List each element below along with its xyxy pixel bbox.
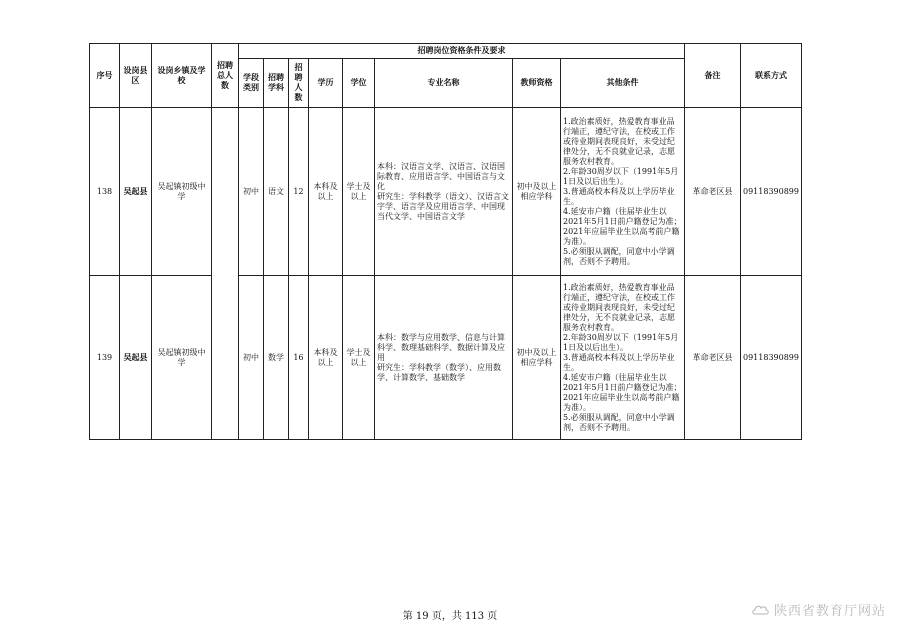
cell-count: 12 [289, 108, 309, 276]
cell-education: 本科及以上 [309, 276, 343, 440]
header-group: 招聘岗位资格条件及要求 [239, 44, 685, 59]
header-count: 招聘人数 [289, 59, 309, 108]
cell-education: 本科及以上 [309, 108, 343, 276]
header-remark: 备注 [685, 44, 741, 108]
cell-remark: 革命老区县 [685, 108, 741, 276]
table-row [90, 276, 802, 440]
cell-contact: 09118390899 [741, 276, 802, 440]
cell-seq: 138 [90, 108, 120, 276]
header-teacher-qual: 教师资格 [513, 59, 561, 108]
header-major: 专业名称 [375, 59, 513, 108]
watermark-text: 陕西省教育厅网站 [773, 604, 886, 619]
site-watermark [752, 600, 886, 619]
cell-remark: 革命老区县 [685, 276, 741, 440]
table-row [90, 108, 802, 276]
header-subject: 招聘学科 [264, 59, 289, 108]
header-education: 学历 [309, 59, 343, 108]
cell-other: 1.政治素质好，热爱教育事业品行端正，遵纪守法，在校或工作或待业期间表现良好，未受过纪律处分，无不良就业记录，志愿服务农村教育。 2.年龄30周岁以下（1991年5月1日及以后出生）。 3.普通高校本科及以上学历毕业生。 4.延安市户籍（往届毕业生以2021年5月1日前户籍登记为准；2021年应届毕业生以高考前户籍为准）。 5.必须服从调配，同意中小学调剂，否则不予聘用。 [561, 276, 685, 440]
recruitment-table [89, 43, 802, 440]
cell-subject: 数学 [264, 276, 289, 440]
header-school: 设岗乡镇及学校 [152, 44, 212, 108]
cell-subject: 语文 [264, 108, 289, 276]
cell-county: 吴起县 [120, 276, 152, 440]
header-stage: 学段类别 [239, 59, 264, 108]
header-row-1 [90, 44, 802, 59]
cell-teacher-qual: 初中及以上相应学科 [513, 108, 561, 276]
cell-contact: 09118390899 [741, 108, 802, 276]
cloud-logo-icon [752, 604, 770, 616]
cell-degree: 学士及以上 [343, 276, 375, 440]
cell-stage: 初中 [239, 108, 264, 276]
cell-school: 吴起镇初级中学 [152, 276, 212, 440]
cell-total [212, 108, 239, 440]
cell-major: 本科：数学与应用数学、信息与计算科学、数理基础科学、数据计算及应用 研究生：学科教学（数学）、应用数学、计算数学、基础数学 [375, 276, 513, 440]
cell-major: 本科：汉语言文学、汉语言、汉语国际教育、应用语言学、中国语言与文化 研究生：学科教学（语文）、汉语言文字学、语言学及应用语言学、中国现当代文学、中国语言文学 [375, 108, 513, 276]
cell-stage: 初中 [239, 276, 264, 440]
header-county: 设岗县区 [120, 44, 152, 108]
cell-county: 吴起县 [120, 108, 152, 276]
cell-teacher-qual: 初中及以上相应学科 [513, 276, 561, 440]
header-seq: 序号 [90, 44, 120, 108]
header-total: 招聘总人数 [212, 44, 239, 108]
header-degree: 学位 [343, 59, 375, 108]
cell-other: 1.政治素质好，热爱教育事业品行端正，遵纪守法，在校或工作或待业期间表现良好，未受过纪律处分，无不良就业记录，志愿服务农村教育。 2.年龄30周岁以下（1991年5月1日及以后出生）。 3.普通高校本科及以上学历毕业生。 4.延安市户籍（往届毕业生以2021年5月1日前户籍登记为准；2021年应届毕业生以高考前户籍为准）。 5.必须服从调配，同意中小学调剂，否则不予聘用。 [561, 108, 685, 276]
cell-count: 16 [289, 276, 309, 440]
header-other: 其他条件 [561, 59, 685, 108]
cell-degree: 学士及以上 [343, 108, 375, 276]
cell-school: 吴起镇初级中学 [152, 108, 212, 276]
header-contact: 联系方式 [741, 44, 802, 108]
page-number: 第 19 页，共 113 页 [402, 611, 498, 622]
cell-seq: 139 [90, 276, 120, 440]
